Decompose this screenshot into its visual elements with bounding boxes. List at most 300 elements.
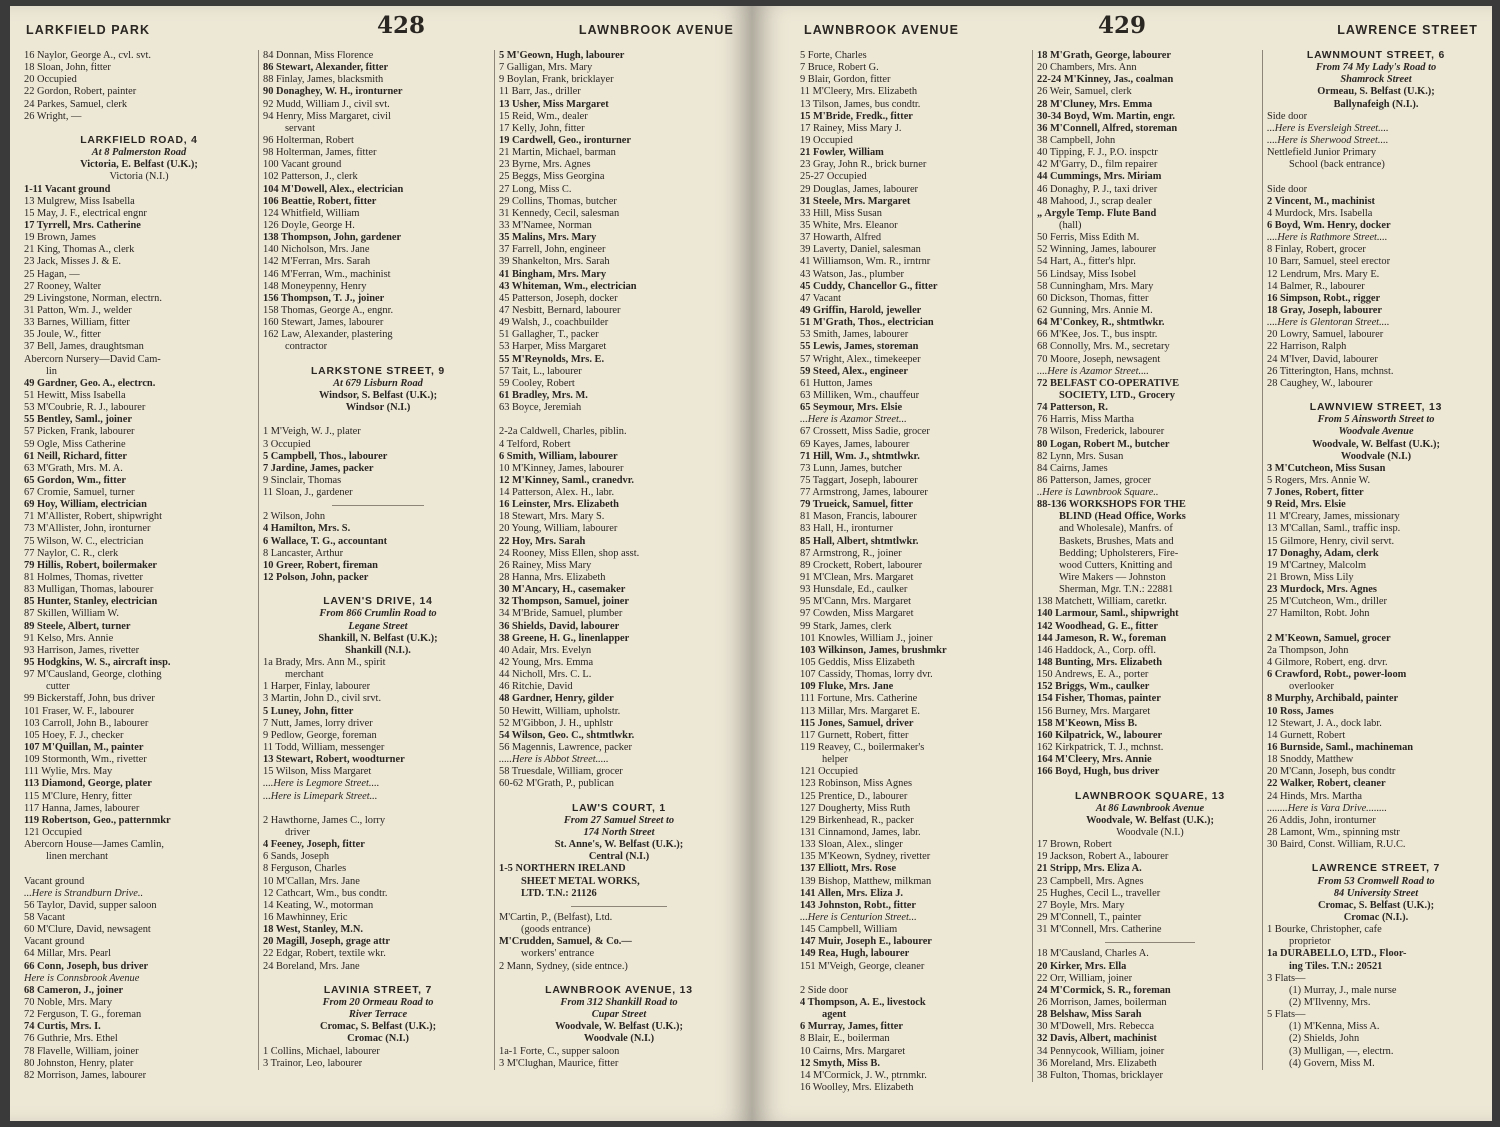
- street-heading: LAVINIA STREET, 7: [323, 984, 433, 996]
- directory-entry: 1 Harper, Finlay, labourer: [263, 681, 371, 693]
- directory-entry: proprietor: [1289, 936, 1331, 948]
- directory-entry: 61 Bradley, Mrs. M.: [499, 389, 588, 401]
- spacer: [263, 584, 493, 596]
- directory-entry: 16 Mawhinney, Eric: [263, 911, 348, 923]
- directory-entry: 87 Skillen, William W.: [24, 608, 119, 620]
- directory-entry: 121 Occupied: [800, 766, 858, 778]
- directory-entry: 8 Blair, E., boilerman: [800, 1033, 890, 1045]
- directory-entry: 1 M'Veigh, W. J., plater: [263, 426, 361, 438]
- directory-entry: 88 Finlay, James, blacksmith: [263, 74, 384, 86]
- directory-entry: 117 Hanna, James, labourer: [24, 802, 140, 814]
- directory-entry: 25 Beggs, Miss Georgina: [499, 171, 605, 183]
- directory-entry: 5 M'Geown, Hugh, labourer: [499, 50, 625, 61]
- directory-entry: 127 Dougherty, Miss Ruth: [800, 802, 911, 814]
- directory-entry: 6 Smith, William, labourer: [499, 450, 618, 462]
- directory-entry: 24 Rooney, Miss Ellen, shop asst.: [499, 547, 640, 559]
- directory-entry: 158 Thomas, George A., engnr.: [263, 304, 394, 316]
- directory-entry: 16 Simpson, Robt., rigger: [1267, 292, 1381, 304]
- directory-entry: 58 Truesdale, William, grocer: [499, 766, 623, 778]
- directory-entry: Windsor, S. Belfast (U.K.);: [318, 389, 438, 401]
- directory-entry: 40 Adair, Mrs. Evelyn: [499, 644, 592, 656]
- spacer: [263, 803, 493, 815]
- directory-entry: 73 Lunn, James, butcher: [800, 462, 902, 474]
- directory-entry: workers' entrance: [521, 948, 595, 960]
- right-page-header: [752, 10, 1492, 44]
- directory-entry: 80 Logan, Robert M., butcher: [1037, 438, 1170, 450]
- directory-entry: 52 M'Gibbon, J. H., uphlstr: [499, 717, 613, 729]
- directory-entry: 93 Harrison, James, rivetter: [24, 644, 140, 656]
- directory-entry: 10 Cairns, Mrs. Margaret: [800, 1045, 906, 1057]
- directory-entry: ........Here is Vara Drive........: [1267, 802, 1387, 814]
- directory-entry: 25 Hughes, Cecil L., traveller: [1037, 887, 1161, 899]
- directory-entry: 22 Hoy, Mrs. Sarah: [499, 535, 586, 547]
- directory-entry: 16 Woolley, Mrs. Elizabeth: [800, 1081, 914, 1093]
- directory-entry: 13 Tilson, James, bus condtr.: [800, 98, 921, 110]
- directory-entry: 160 Kilpatrick, W., labourer: [1037, 729, 1163, 741]
- directory-entry: 82 Lynn, Mrs. Susan: [1037, 450, 1124, 462]
- directory-entry: 18 M'Grath, George, labourer: [1037, 50, 1171, 61]
- directory-entry: 131 Cinnamond, James, labr.: [800, 827, 921, 838]
- directory-entry: 1a Brady, Mrs. Ann M., spirit: [263, 657, 386, 669]
- directory-entry: 49 Griffin, Harold, jeweller: [800, 304, 922, 316]
- directory-entry: 4 Murdock, Mrs. Isabella: [1267, 207, 1373, 219]
- directory-entry: 17 Brown, Robert: [1037, 839, 1112, 851]
- directory-entry: 101 Knowles, William J., joiner: [800, 632, 933, 644]
- directory-entry: 6 Murray, James, fitter: [800, 1021, 904, 1033]
- directory-entry: merchant: [285, 669, 324, 681]
- directory-entry: 1a DURABELLO, LTD., Floor-: [1267, 948, 1407, 960]
- divider: [499, 900, 739, 912]
- directory-entry: River Terrace: [348, 1009, 408, 1021]
- directory-entry: 144 Jameson, R. W., foreman: [1037, 632, 1167, 644]
- directory-entry: 50 Ferris, Miss Edith M.: [1037, 232, 1140, 244]
- directory-entry: 10 Greer, Robert, fireman: [263, 559, 378, 571]
- directory-entry: 101 Fraser, W. F., labourer: [24, 705, 135, 717]
- directory-entry: 5 Rogers, Mrs. Annie W.: [1267, 474, 1371, 486]
- directory-entry: 99 Stark, James, clerk: [800, 620, 892, 632]
- directory-entry: 12 Lendrum, Mrs. Mary E.: [1267, 268, 1380, 280]
- directory-entry: lin: [46, 365, 57, 377]
- directory-entry: 54 Hart, A., fitter's hlpr.: [1037, 256, 1136, 268]
- street-heading: LAWNBROOK AVENUE, 13: [545, 984, 693, 996]
- directory-entry: 18 Snoddy, Matthew: [1267, 754, 1354, 766]
- directory-entry: 83 Hall, H., ironturner: [800, 523, 893, 535]
- directory-entry: 12 M'Kinney, Saml., cranedvr.: [499, 474, 634, 486]
- directory-entry: 21 King, Thomas A., clerk: [24, 244, 135, 256]
- directory-entry: 28 Caughey, W., labourer: [1267, 377, 1373, 389]
- directory-entry: 71 Hill, Wm. J., shtmtlwkr.: [800, 450, 920, 462]
- directory-entry: 31 Patton, Wm. J., welder: [24, 304, 132, 316]
- directory-entry: Here is Connsbrook Avenue: [24, 972, 140, 984]
- left-header-right: LAWNBROOK AVENUE: [578, 23, 734, 37]
- directory-entry: 20 Kirker, Mrs. Ella: [1037, 960, 1127, 972]
- directory-entry: Vacant ground: [24, 936, 85, 948]
- directory-entry: 84 Donnan, Miss Florence: [263, 50, 374, 61]
- directory-entry: 12 Stewart, J. A., dock labr.: [1267, 717, 1382, 729]
- directory-entry: 1 Collins, Michael, labourer: [263, 1045, 380, 1057]
- directory-entry: 36 Shields, David, labourer: [499, 620, 620, 632]
- directory-entry: 57 Wright, Alex., timekeeper: [800, 353, 921, 365]
- directory-entry: ....Here is Glentoran Street....: [1267, 317, 1390, 329]
- directory-entry: 31 Steele, Mrs. Margaret: [800, 195, 911, 207]
- directory-entry: 11 M'Creary, James, missionary: [1267, 511, 1400, 523]
- directory-entry: 7 Jardine, James, packer: [263, 462, 374, 474]
- directory-entry: 97 Cowden, Miss Margaret: [800, 608, 914, 620]
- directory-entry: 138 Thompson, John, gardener: [263, 232, 402, 244]
- directory-entry: 78 Wilson, Frederick, labourer: [1037, 426, 1165, 438]
- spacer: [1267, 621, 1485, 633]
- directory-entry: 11 Todd, William, messenger: [263, 742, 385, 754]
- directory-entry: 85 Hall, Albert, shtmtlwkr.: [800, 535, 919, 547]
- directory-entry: 47 Nesbitt, Bernard, labourer: [499, 304, 621, 316]
- directory-entry: 147 Muir, Joseph E., labourer: [800, 936, 932, 948]
- directory-entry: 17 Tyrrell, Mrs. Catherine: [24, 219, 141, 231]
- directory-entry: 47 Vacant: [800, 292, 842, 304]
- directory-entry: 44 Nicholl, Mrs. C. L.: [499, 669, 592, 681]
- directory-entry: 59 Cooley, Robert: [499, 377, 575, 389]
- directory-entry: 2 Hawthorne, James C., lorry: [263, 814, 386, 826]
- directory-entry: 61 Hutton, James: [800, 377, 873, 389]
- directory-entry: 85 Hunter, Stanley, electrician: [24, 596, 158, 608]
- directory-entry: 95 M'Cann, Mrs. Margaret: [800, 596, 912, 608]
- directory-entry: 8 Murphy, Archibald, painter: [1267, 693, 1399, 705]
- directory-entry: 20 Chambers, Mrs. Ann: [1037, 62, 1137, 74]
- directory-entry: From 27 Samuel Street to: [563, 814, 675, 826]
- directory-entry: 19 Occupied: [800, 134, 853, 146]
- directory-entry: 19 M'Cartney, Malcolm: [1267, 559, 1367, 571]
- directory-entry: 70 Moore, Joseph, newsagent: [1037, 353, 1161, 365]
- directory-entry: 97 M'Causland, George, clothing: [24, 669, 162, 681]
- directory-entry: ....Here is Azamor Street....: [1037, 365, 1149, 377]
- directory-entry: 96 Holterman, Robert: [263, 134, 354, 146]
- directory-entry: 63 M'Grath, Mrs. M. A.: [24, 462, 123, 474]
- directory-entry: 10 M'Kinney, James, labourer: [499, 462, 624, 474]
- directory-entry: 27 Long, Miss C.: [499, 183, 572, 195]
- directory-entry: Woodvale (N.I.): [1116, 827, 1184, 838]
- directory-entry: ...Here is Strandburn Drive..: [24, 887, 144, 899]
- directory-entry: 71 M'Allister, Robert, shipwright: [24, 511, 162, 523]
- directory-entry: 37 Farrell, John, engineer: [499, 244, 606, 256]
- directory-entry: 5 Flats—: [1267, 1009, 1306, 1021]
- directory-entry: Woodvale Avenue: [1338, 426, 1414, 438]
- directory-entry: 51 M'Grath, Thos., electrician: [800, 317, 934, 329]
- directory-entry: 152 Briggs, Wm., caulker: [1037, 681, 1150, 693]
- directory-entry: 4 Telford, Robert: [499, 438, 571, 450]
- directory-entry: 73 M'Allister, John, ironturner: [24, 523, 151, 535]
- directory-entry: 22-24 M'Kinney, Jas., coalman: [1037, 74, 1174, 86]
- directory-entry: 22 Walker, Robert, cleaner: [1267, 778, 1386, 790]
- directory-entry: 88-136 WORKSHOPS FOR THE: [1037, 499, 1186, 511]
- right-header-left: LAWNBROOK AVENUE: [804, 23, 960, 37]
- directory-entry: 107 Cassidy, Thomas, lorry dvr.: [800, 669, 933, 681]
- directory-entry: 34 M'Bride, Samuel, plumber: [499, 608, 623, 620]
- directory-entry: Woodvale (N.I.): [1340, 450, 1412, 462]
- directory-entry: 119 Robertson, Geo., patternmkr: [24, 814, 171, 826]
- directory-entry: 117 Gurnett, Robert, fitter: [800, 729, 909, 741]
- directory-entry: 11 M'Cleery, Mrs. Elizabeth: [800, 86, 918, 98]
- left-column-3: [494, 50, 739, 1070]
- directory-entry: BLIND (Head Office, Works: [1059, 511, 1186, 523]
- directory-entry: 68 Connolly, Mrs. M., secretary: [1037, 341, 1170, 353]
- directory-entry: 86 Patterson, James, grocer: [1037, 474, 1151, 486]
- divider: [263, 499, 493, 511]
- directory-entry: 2 Mann, Sydney, (side entnce.): [499, 960, 628, 972]
- directory-entry: 39 Laverty, Daniel, salesman: [800, 244, 921, 256]
- directory-entry: 26 Weir, Samuel, clerk: [1037, 86, 1132, 98]
- directory-entry: 9 Blair, Gordon, fitter: [800, 74, 891, 86]
- directory-entry: School (back entrance): [1289, 159, 1385, 171]
- directory-entry: 42 M'Garry, D., film repairer: [1037, 159, 1158, 171]
- directory-entry: 41 Williamson, Wm. R., irntrnr: [800, 256, 931, 268]
- directory-entry: 44 Cummings, Mrs. Miriam: [1037, 171, 1162, 183]
- directory-entry: Cupar Street: [591, 1009, 647, 1021]
- directory-entry: 103 Wilkinson, James, brushmkr: [800, 644, 947, 656]
- directory-entry: 35 White, Mrs. Eleanor: [800, 219, 898, 231]
- directory-entry: 3 Trainor, Leo, labourer: [263, 1057, 363, 1069]
- directory-entry: 3 Martin, John D., civil srvt.: [263, 693, 382, 705]
- directory-entry: Baskets, Brushes, Mats and: [1059, 535, 1174, 547]
- directory-entry: 22 Edgar, Robert, textile wkr.: [263, 948, 386, 960]
- directory-entry: 79 Trueick, Samuel, fitter: [800, 499, 914, 511]
- directory-entry: 14 Balmer, R., labourer: [1267, 280, 1365, 292]
- directory-entry: 29 Douglas, James, labourer: [800, 183, 919, 195]
- directory-entry: Cromac, S. Belfast (U.K.);: [319, 1021, 437, 1033]
- directory-entry: ...Here is Eversleigh Street....: [1267, 122, 1389, 134]
- directory-entry: Abercorn Nursery—David Cam-: [24, 353, 161, 365]
- directory-entry: 18 Gray, Joseph, labourer: [1267, 304, 1382, 316]
- directory-entry: 7 Jones, Robert, fitter: [1267, 487, 1364, 499]
- directory-entry: ...Here is Limepark Street...: [263, 790, 378, 802]
- directory-entry: (1) M'Kenna, Miss A.: [1289, 1021, 1380, 1033]
- directory-entry: 27 Boyle, Mrs. Mary: [1037, 899, 1125, 911]
- directory-entry: 15 Gilmore, Henry, civil servt.: [1267, 535, 1395, 547]
- directory-entry: 22 Orr, William, joiner: [1037, 972, 1133, 984]
- directory-entry: 24 Hinds, Mrs. Martha: [1267, 790, 1362, 802]
- directory-entry: „ Argyle Temp. Flute Band: [1037, 207, 1157, 219]
- directory-entry: Victoria (N.I.): [109, 171, 169, 183]
- directory-entry: 21 Martin, Michael, barman: [499, 147, 616, 159]
- directory-entry: 123 Robinson, Miss Agnes: [800, 778, 913, 790]
- directory-entry: 15 May, J. F., electrical engnr: [24, 207, 147, 219]
- spacer: [1267, 171, 1485, 183]
- directory-entry: 65 Seymour, Mrs. Elsie: [800, 402, 903, 414]
- spacer: [1267, 851, 1485, 863]
- directory-entry: 3 Flats—: [1267, 972, 1306, 984]
- directory-entry: 11 Sloan, J., gardener: [263, 487, 353, 499]
- directory-entry: 14 Keating, W., motorman: [263, 899, 374, 911]
- directory-entry: 79 Hillis, Robert, boilermaker: [24, 559, 158, 571]
- directory-entry: 113 Millar, Mrs. Margaret E.: [800, 705, 920, 717]
- directory-entry: 60 Dickson, Thomas, fitter: [1037, 292, 1149, 304]
- directory-entry: (1) Murray, J., male nurse: [1289, 984, 1397, 996]
- directory-entry: 106 Beattie, Robert, fitter: [263, 195, 377, 207]
- directory-entry: 38 Fulton, Thomas, bricklayer: [1037, 1069, 1163, 1081]
- spacer: [263, 354, 493, 366]
- directory-entry: 23 Campbell, Mrs. Agnes: [1037, 875, 1144, 887]
- directory-entry: contractor: [285, 341, 328, 353]
- directory-entry: 57 Picken, Frank, labourer: [24, 426, 135, 438]
- directory-entry: 2 Wilson, John: [263, 511, 326, 523]
- directory-entry: 27 Hamilton, Robt. John: [1267, 608, 1370, 620]
- directory-entry: servant: [285, 122, 316, 134]
- directory-entry: 26 Morrison, James, boilerman: [1037, 996, 1167, 1008]
- directory-entry: 49 Gardner, Geo. A., electrcn.: [24, 377, 156, 389]
- directory-entry: From 5 Ainsworth Street to: [1317, 414, 1435, 426]
- directory-entry: 143 Johnston, Robt., fitter: [800, 899, 917, 911]
- directory-entry: 76 Harris, Miss Martha: [1037, 414, 1134, 426]
- directory-entry: 89 Crockett, Robert, labourer: [800, 559, 923, 571]
- right-page: [752, 6, 1492, 1121]
- directory-entry: 150 Andrews, E. A., porter: [1037, 669, 1149, 681]
- directory-entry: 36 M'Connell, Alfred, storeman: [1037, 122, 1178, 134]
- street-heading: LAWNVIEW STREET, 13: [1309, 402, 1443, 414]
- directory-entry: Nettlefield Junior Primary: [1267, 147, 1377, 159]
- directory-entry: 140 Nicholson, Mrs. Jane: [263, 244, 370, 256]
- directory-entry: 1a-1 Forte, C., supper saloon: [499, 1045, 620, 1057]
- directory-entry: 6 Crawford, Robt., power-loom: [1267, 669, 1407, 681]
- directory-entry: (2) Shields, John: [1289, 1033, 1360, 1045]
- street-heading: LAWNBROOK SQUARE, 13: [1075, 790, 1225, 802]
- directory-entry: 46 Donaghy, P. J., taxi driver: [1037, 183, 1158, 195]
- directory-entry: 14 M'Cormick, J. W., ptrnmkr.: [800, 1069, 927, 1081]
- directory-entry: 33 M'Namee, Norman: [499, 219, 592, 231]
- directory-entry: M'Crudden, Samuel, & Co.—: [499, 936, 632, 948]
- left-column-1: [24, 50, 254, 1082]
- directory-entry: 30 M'Dowell, Mrs. Rebecca: [1037, 1021, 1155, 1033]
- directory-entry: 60-62 M'Grath, P., publican: [499, 778, 615, 790]
- directory-entry: 158 M'Keown, Miss B.: [1037, 717, 1138, 729]
- street-heading: LAW'S COURT, 1: [572, 802, 666, 814]
- directory-entry: (2) M'Ilvenny, Mrs.: [1289, 996, 1371, 1008]
- directory-entry: 59 Ogle, Miss Catherine: [24, 438, 126, 450]
- directory-entry: 91 M'Clean, Mrs. Margaret: [800, 572, 914, 584]
- directory-entry: Side door: [1267, 110, 1308, 122]
- directory-entry: 63 Boyce, Jeremiah: [499, 402, 582, 414]
- directory-entry: 148 Moneypenny, Henry: [263, 280, 367, 292]
- directory-entry: 10 M'Callan, Mrs. Jane: [263, 875, 360, 887]
- directory-entry: 26 Rainey, Miss Mary: [499, 559, 592, 571]
- directory-entry: Woodvale, W. Belfast (U.K.);: [1312, 438, 1440, 450]
- directory-entry: 12 Smyth, Miss B.: [800, 1057, 880, 1069]
- directory-entry: 5 Forte, Charles: [800, 50, 867, 61]
- directory-entry: 148 Bunting, Mrs. Elizabeth: [1037, 657, 1162, 669]
- directory-entry: (hall): [1059, 219, 1082, 231]
- directory-entry: 115 Jones, Samuel, driver: [800, 717, 914, 729]
- directory-entry: From 20 Ormeau Road to: [322, 996, 434, 1008]
- directory-entry: 48 Mahood, J., scrap dealer: [1037, 195, 1152, 207]
- spacer: [499, 414, 739, 426]
- directory-entry: 37 Howarth, Alfred: [800, 232, 882, 244]
- directory-entry: 18 M'Causland, Charles A.: [1037, 948, 1149, 960]
- directory-entry: 13 Stewart, Robert, woodturner: [263, 754, 405, 766]
- directory-entry: Windsor (N.I.): [345, 402, 411, 414]
- directory-entry: 41 Bingham, Mrs. Mary: [499, 268, 607, 280]
- directory-entry: 111 Wylie, Mrs. May: [24, 766, 113, 778]
- directory-entry: 24 Parkes, Samuel, clerk: [24, 98, 128, 110]
- directory-entry: 58 Cunningham, Mrs. Mary: [1037, 280, 1154, 292]
- directory-entry: 74 Curtis, Mrs. I.: [24, 1021, 101, 1033]
- directory-entry: 2a Thompson, John: [1267, 644, 1349, 656]
- directory-entry: 107 M'Quillan, M., painter: [24, 742, 144, 754]
- directory-entry: 24 M'Iver, David, labourer: [1267, 353, 1378, 365]
- directory-entry: 16 Leinster, Mrs. Elizabeth: [499, 499, 619, 511]
- directory-entry: 109 Stormonth, Wm., rivetter: [24, 754, 147, 766]
- directory-entry: 26 Wright, —: [24, 110, 82, 122]
- street-heading: LAVEN'S DRIVE, 14: [323, 596, 433, 608]
- directory-entry: 20 Lowry, Samuel, labourer: [1267, 329, 1384, 341]
- directory-entry: 13 Usher, Miss Margaret: [499, 98, 609, 110]
- directory-entry: linen merchant: [46, 851, 109, 863]
- directory-entry: 72 Ferguson, T. G., foreman: [24, 1009, 142, 1021]
- directory-entry: 151 M'Veigh, George, cleaner: [800, 960, 925, 972]
- directory-entry: 45 Patterson, Joseph, docker: [499, 292, 618, 304]
- directory-entry: 16 Naylor, George A., cvl. svt.: [24, 50, 151, 61]
- directory-entry: 109 Fluke, Mrs. Jane: [800, 681, 894, 693]
- directory-entry: 53 Smith, James, labourer: [800, 329, 909, 341]
- directory-entry: 53 M'Coubrie, R. J., labourer: [24, 402, 146, 414]
- directory-entry: 154 Fisher, Thomas, painter: [1037, 693, 1161, 705]
- directory-entry: 140 Larmour, Saml., shipwright: [1037, 608, 1179, 620]
- directory-entry: 60 M'Clure, David, newsagent: [24, 924, 151, 936]
- directory-entry: 29 Livingstone, Norman, electrn.: [24, 292, 162, 304]
- left-column-2: [258, 50, 493, 1070]
- spacer: [499, 973, 739, 985]
- directory-entry: 63 Milliken, Wm., chauffeur: [800, 389, 920, 401]
- directory-entry: 18 Sloan, John, fitter: [24, 62, 111, 74]
- directory-entry: 9 Sinclair, Thomas: [263, 474, 342, 486]
- directory-entry: St. Anne's, W. Belfast (U.K.);: [554, 839, 684, 851]
- directory-entry: 99 Bickerstaff, John, bus driver: [24, 693, 155, 705]
- directory-entry: 17 Donaghy, Adam, clerk: [1267, 547, 1379, 559]
- directory-entry: 90 Donaghey, W. H., ironturner: [263, 86, 403, 98]
- directory-entry: At 8 Palmerston Road: [91, 147, 187, 159]
- directory-entry: 9 Reid, Mrs. Elsie: [1267, 499, 1346, 511]
- directory-entry: 8 Ferguson, Charles: [263, 863, 347, 875]
- directory-entry: 67 Crossett, Miss Sadie, grocer: [800, 426, 930, 438]
- directory-entry: 24 Boreland, Mrs. Jane: [263, 960, 360, 972]
- directory-entry: 135 M'Keown, Sydney, rivetter: [800, 851, 931, 863]
- directory-entry: 13 Mulgrew, Miss Isabella: [24, 195, 135, 207]
- directory-entry: 26 Addis, John, ironturner: [1267, 814, 1376, 826]
- directory-entry: 77 Armstrong, James, labourer: [800, 487, 928, 499]
- directory-entry: From 312 Shankill Road to: [560, 996, 678, 1008]
- directory-entry: 33 Barnes, William, fitter: [24, 317, 130, 329]
- directory-entry: 54 Wilson, Geo. C., shtmtlwkr.: [499, 729, 635, 741]
- directory-entry: 3 M'Cutcheon, Miss Susan: [1267, 462, 1386, 474]
- directory-entry: 13 M'Callan, Saml., traffic insp.: [1267, 523, 1401, 535]
- street-heading: LARKFIELD ROAD, 4: [80, 134, 198, 146]
- left-page-header: [10, 10, 752, 44]
- directory-entry: 61 Neill, Richard, fitter: [24, 450, 128, 462]
- directory-entry: ....Here is Legmore Street....: [263, 778, 380, 790]
- directory-entry: 126 Doyle, George H.: [263, 219, 355, 231]
- directory-entry: At 679 Lisburn Road: [333, 377, 423, 389]
- directory-entry: 20 Occupied: [24, 74, 77, 86]
- directory-entry: 9 Boylan, Frank, bricklayer: [499, 74, 614, 86]
- directory-entry: 8 Lancaster, Arthur: [263, 547, 344, 559]
- directory-entry: Woodvale (N.I.): [583, 1033, 655, 1045]
- directory-entry: 29 Collins, Thomas, butcher: [499, 195, 617, 207]
- directory-entry: 19 Cardwell, Geo., ironturner: [499, 134, 631, 146]
- directory-entry: 11 Barr, Jas., driller: [499, 86, 581, 98]
- directory-entry: 87 Armstrong, R., joiner: [800, 547, 902, 559]
- directory-entry: 149 Rea, Hugh, labourer: [800, 948, 910, 960]
- directory-entry: 43 Watson, Jas., plumber: [800, 268, 905, 280]
- directory-entry: 102 Patterson, J., clerk: [263, 171, 358, 183]
- directory-entry: 46 Ritchie, David: [499, 681, 573, 693]
- directory-entry: 30 Baird, Const. William, R.U.C.: [1267, 839, 1406, 851]
- directory-entry: 3 M'Clughan, Maurice, fitter: [499, 1057, 619, 1069]
